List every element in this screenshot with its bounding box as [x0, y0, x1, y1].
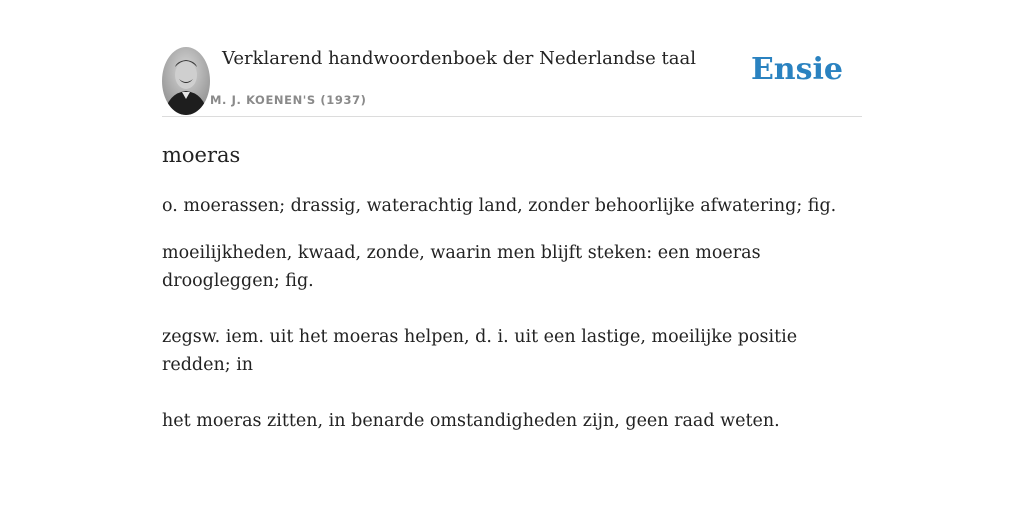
entry-paragraph: het moeras zitten, in benarde omstandigheden zijn, geen raad weten. — [162, 411, 780, 431]
entry-paragraph: moeilijkheden, kwaad, zonde, waarin men blijft steken: een moeras droogleggen; fig. — [162, 243, 761, 291]
brand-logo-link[interactable]: Ensie — [750, 52, 843, 87]
author-portrait-image — [162, 47, 210, 115]
author-portrait — [162, 47, 210, 115]
entry-headword: moeras — [162, 143, 241, 167]
entry-content — [162, 140, 862, 435]
author-byline: M. J. KOENEN'S (1937) — [210, 93, 367, 107]
entry-paragraph: zegsw. iem. uit het moeras helpen, d. i. uit een lastige, moeilijke positie redden; in — [162, 327, 798, 375]
entry-paragraph: o. moerassen; drassig, waterachtig land, zonder behoorlijke afwatering; fig. — [162, 196, 837, 216]
dictionary-header — [162, 46, 862, 117]
book-title: Verklarend handwoordenboek der Nederlandse taal — [222, 48, 696, 69]
